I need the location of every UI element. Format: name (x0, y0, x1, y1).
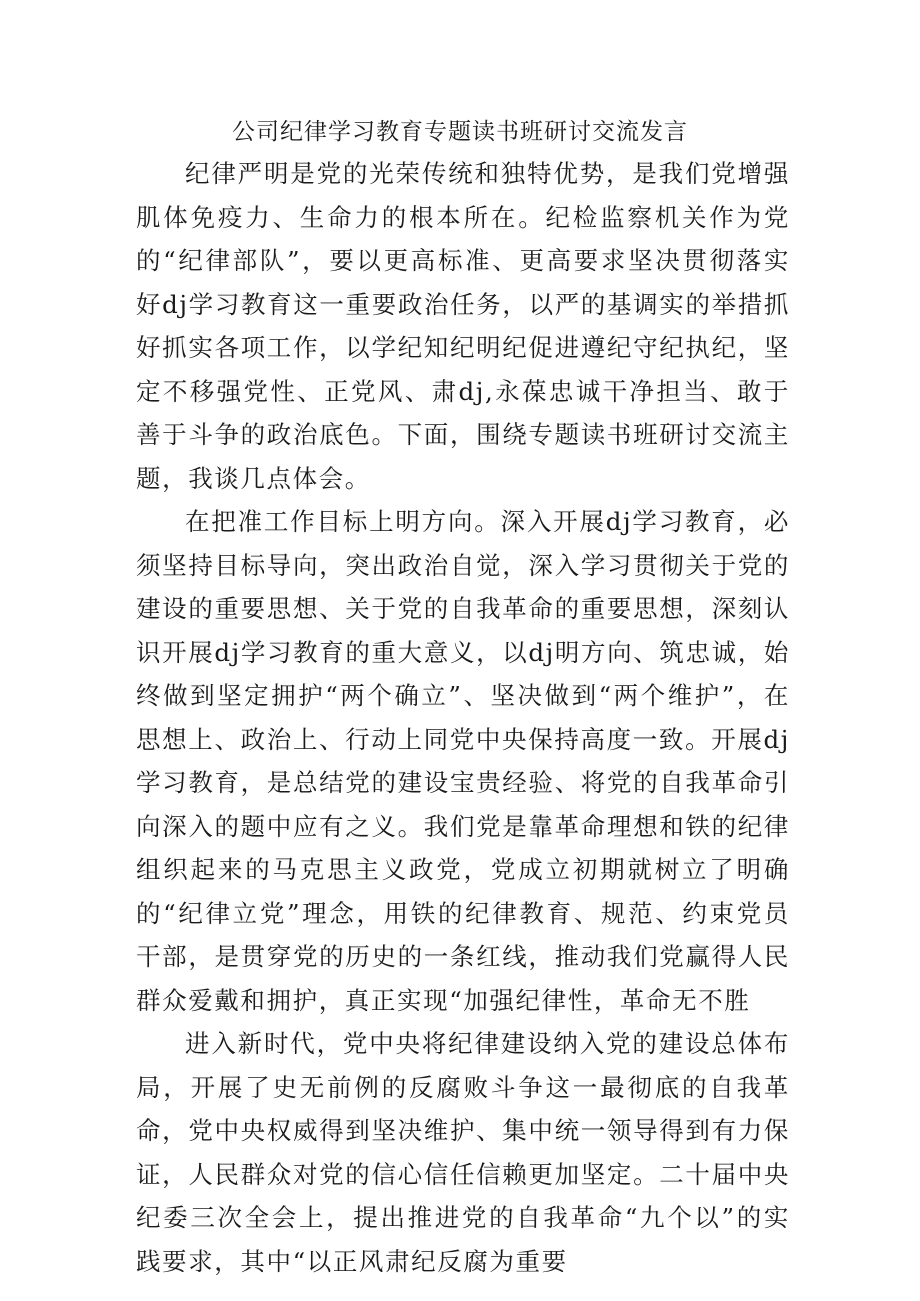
document-title: 公司纪律学习教育专题读书班研讨交流发言 (232, 119, 688, 145)
paragraph-direction: 在把准工作目标上明方向。深入开展dj学习教育，必须坚持目标导向，突出政治自觉，深入学习贯彻关于党的建设的重要思想、关于党的自我革命的重要思想，深刻认识开展dj学习教育的重大意义，以dj明方向、筑忠诚，始终做到坚定拥护“两个确立”、坚决做到“两个维护”，在思想上、政治上、行动上同党中央保持高度一致。开展dj学习教育，是总结党的建设宝贵经验、将党的自我革命引向深入的题中应有之义。我们党是靠革命理想和铁的纪律组织起来的马克思主义政党，党成立初期就树立了明确的“纪律立党”理念，用铁的纪律教育、规范、约束党员干部，是贯穿党的历史的一条红线，推动我们党赢得人民群众爱戴和拥护，真正实现“加强纪律性，革命无不胜 (136, 507, 790, 1015)
paragraph-intro: 纪律严明是党的光荣传统和独特优势，是我们党增强肌体免疫力、生命力的根本所在。纪检监察机关作为党的“纪律部队”，要以更高标准、更高要求坚决贯彻落实好dj学习教育这一重要政治任务，以严的基调实的举措抓好抓实各项工作，以学纪知纪明纪促进遵纪守纪执纪，坚定不移强党性、正党风、肃dj,永葆忠诚干净担当、敢于善于斗争的政治底色。下面，围绕专题读书班研讨交流主题，我谈几点体会。 (136, 159, 790, 493)
paragraph-new-era: 进入新时代，党中央将纪律建设纳入党的建设总体布局，开展了史无前例的反腐败斗争这一最彻底的自我革命，党中央权威得到坚决维护、集中统一领导得到有力保证，人民群众对党的信心信任信赖更加坚定。二十届中央纪委三次全会上，提出推进党的自我革命“九个以”的实践要求，其中“以正风肃纪反腐为重要 (136, 1029, 790, 1276)
document-body (136, 152, 790, 1283)
